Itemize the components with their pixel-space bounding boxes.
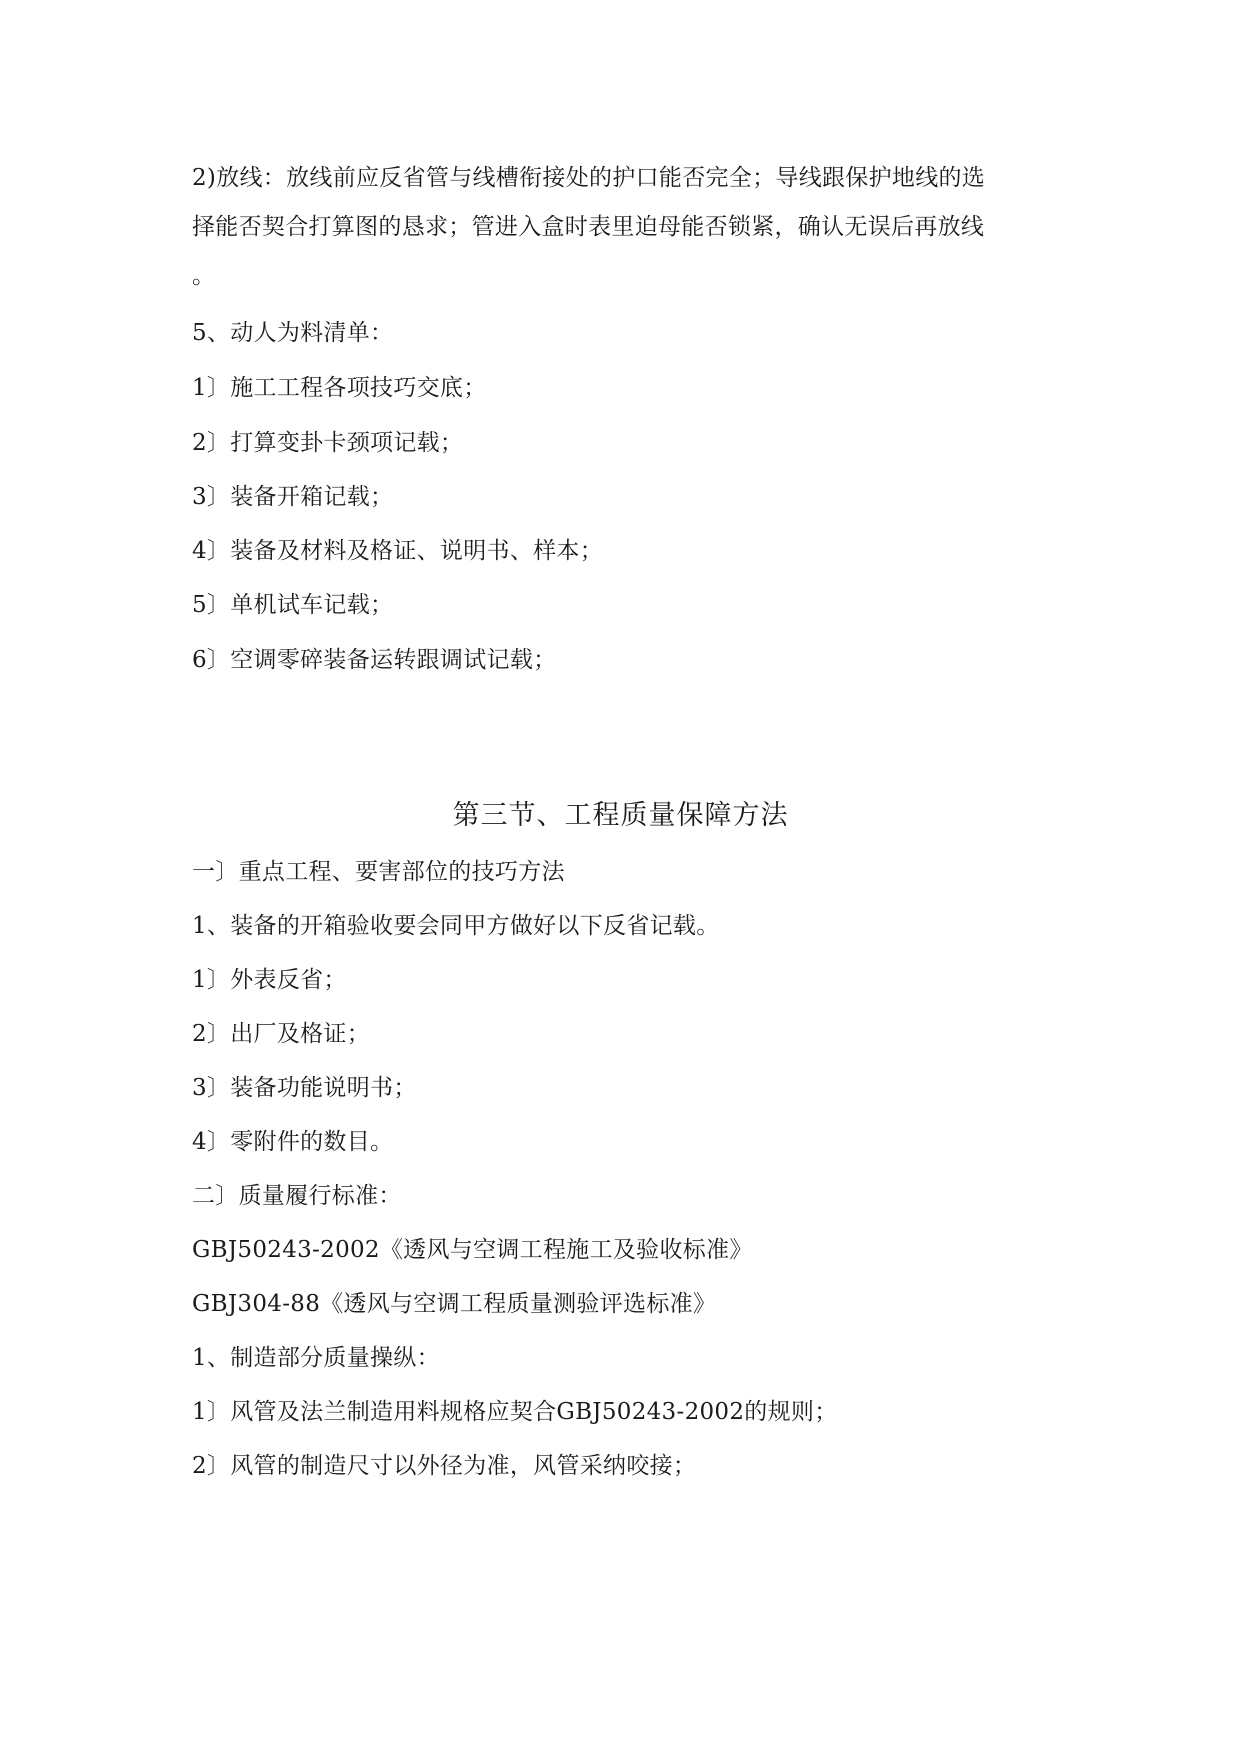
- section-heading: 第三节、工程质量保障方法: [452, 800, 789, 831]
- standard-reference: GBJ304-88《透风与空调工程质量测验评选标准》: [192, 1291, 717, 1317]
- list-item: 1〕风管及法兰制造用料规格应契合GBJ50243-2002的规则；: [192, 1399, 838, 1425]
- list-item: 4〕零附件的数目。: [192, 1129, 394, 1155]
- list-item: 3〕装备开箱记载；: [192, 484, 394, 510]
- paragraph-line: 。: [192, 263, 216, 289]
- list-item: 2〕出厂及格证；: [192, 1021, 371, 1047]
- subsection-heading: 一〕重点工程、要害部位的技巧方法: [192, 859, 565, 885]
- list-item: 5〕单机试车记载；: [192, 592, 394, 618]
- list-item: 1〕外表反省；: [192, 967, 347, 993]
- paragraph-line: 2)放线：放线前应反省管与线槽衔接处的护口能否完全；导线跟保护地线的选: [192, 165, 986, 191]
- list-item: 2〕打算变卦卡颈项记载；: [192, 430, 464, 456]
- paragraph-line: 择能否契合打算图的恳求；管进入盒时表里迫母能否锁紧，确认无误后再放线: [192, 214, 985, 240]
- list-item: 4〕装备及材料及格证、说明书、样本；: [192, 538, 604, 564]
- paragraph-line: 1、装备的开箱验收要会同甲方做好以下反省记载。: [192, 913, 720, 939]
- list-heading: 5、动人为料清单：: [192, 320, 394, 346]
- list-item: 1〕施工工程各项技巧交底；: [192, 375, 487, 401]
- standard-reference: GBJ50243-2002《透风与空调工程施工及验收标准》: [192, 1237, 753, 1263]
- list-item: 3〕装备功能说明书；: [192, 1075, 417, 1101]
- list-item: 2〕风管的制造尺寸以外径为准，风管采纳咬接；: [192, 1453, 697, 1479]
- subsection-heading: 二〕质量履行标准：: [192, 1183, 402, 1209]
- list-heading: 1、制造部分质量操纵：: [192, 1345, 440, 1371]
- list-item: 6〕空调零碎装备运转跟调试记载；: [192, 647, 557, 673]
